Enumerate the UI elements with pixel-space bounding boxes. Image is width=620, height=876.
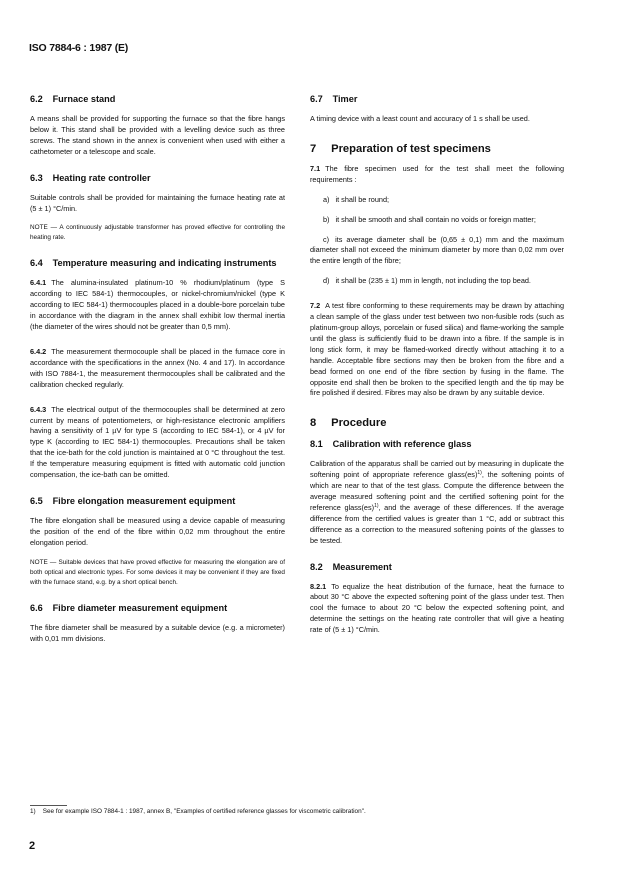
section-heading: 6.5 Fibre elongation measurement equipment <box>30 495 236 506</box>
footnote-ref[interactable]: 1) <box>477 470 482 477</box>
section-heading: 6.2 Furnace stand <box>30 94 116 104</box>
note: NOTE — A continuously adjustable transformer has proved effective for controlling the heating rate. <box>30 224 285 242</box>
list-item: b) it shall be smooth and shall contain no voids or foreign matter; <box>323 214 536 224</box>
paragraph-6-4-2: 6.4.2 The measurement thermocouple shall be placed in the furnace core in accordance with the specifications in the annex (No. 4 and 17). In accordance with ISO 7884-1, the measurement thermocouples shall be calibrated and the calibration checked regularly. <box>30 346 285 389</box>
section-6-7 <box>310 93 564 125</box>
section-heading: 8.2 Measurement <box>310 561 392 572</box>
document-id-header: ISO 7884-6 : 1987 (E) <box>29 42 129 54</box>
paragraph: A timing device with a least count and accuracy of 1 s shall be used. <box>310 114 530 123</box>
section-heading: 6.7 Timer <box>310 94 358 104</box>
section-8 <box>310 416 564 636</box>
list-item: a) it shall be round; <box>323 194 390 204</box>
list-item: c) its average diameter shall be (0,65 ± 0,1) mm and the maximum diameter shall not exceed the minimum diameter by more than 0,02 mm over the entire length of the fibre; <box>310 234 564 266</box>
section-7 <box>310 142 564 399</box>
footnote-ref[interactable]: 1) <box>374 502 379 509</box>
paragraph-8-2-1: 8.2.1 To equalize the heat distribution of the furnace, heat the furnace to about 30 °C above the expected softening point of the glass under test. Then cool the furnace to about 20 °C below the expected softening point, and determine the settings on the heating rate controller that will give a heating rate of (5 ± 1) °C/min. <box>310 581 564 635</box>
footnote-divider <box>30 805 67 806</box>
section-heading: 6.4 Temperature measuring and indicating instruments <box>30 258 277 269</box>
section-6-3 <box>30 172 285 244</box>
section-6-4 <box>30 257 285 481</box>
paragraph: A means shall be provided for supporting the furnace so that the fibre hangs below it. This stand shall be provided with a levelling device such as three screws. The stand shown in the annex is convenient when used with either a cathetometer or a telescope and scale. <box>30 114 285 156</box>
section-6-2 <box>30 93 285 158</box>
paragraph-8-1: Calibration of the apparatus shall be carried out by measuring in duplicate the softening point of appropriate reference glass(es)$^{1)}$, the softening points of which are near to that of the test glass. Compute the difference between the average measured softening point and the certified softening point for the reference glass(es)$^{1)}$, and the average of these differences. If the average difference from the certified values is greater than 1 °C, add or subtract this difference as a correction to the measured softening points of the glasses to be tested. <box>310 459 564 545</box>
section-heading: 6.6 Fibre diameter measurement equipment <box>30 602 228 613</box>
paragraph: The fibre elongation shall be measured using a device capable of measuring the position of the end of the fibre within 0,02 mm throughout the entire elongation period. <box>30 515 285 547</box>
clause-heading: 7 Preparation of test specimens <box>310 142 491 155</box>
section-heading: 8.1 Calibration with reference glass <box>310 439 472 450</box>
page-number: 2 <box>29 840 36 852</box>
paragraph-6-4-3: 6.4.3 The electrical output of the thermocouples shall be determined at zero current by means of potentiometers, or high-resistance electronic amplifiers having a sensitivity of 1 µV for type S (according to IEC 584-1), or 4 µV for type K (according to IEC 584-1) thermocouples. Precautions shall be taken that the ice-bath for the cold junction is maintained at 0 °C throughout the test. If the temperature measuring equipment is fitted with automatic cold junction compensation, the ice-bath can be omitted. <box>30 404 285 480</box>
footnote: 1) See for example ISO 7884-1 : 1987, annex B, ''Examples of certified reference glasses for viscometric calibration''. <box>30 808 366 815</box>
paragraph-6-4-1: 6.4.1 The alumina-insulated platinum-10 % rhodium/platinum (type S according to IEC 584-1) thermocouples, or nickel-chromium/nickel (type K according to IEC 584-1) thermocouples placed in a double-bore porcelain tube in accordance with the diagram in the annex shall exhibit low thermal inertia (the diameter of the wires should not be greater than 0,5 mm). <box>30 278 285 332</box>
right-column <box>310 93 564 636</box>
clause-heading: 8 Procedure <box>310 417 387 430</box>
section-6-5 <box>30 495 285 588</box>
paragraph: Suitable controls shall be provided for maintaining the furnace heating rate at (5 ± 1) °C/min. <box>30 192 285 213</box>
paragraph: The fibre diameter shall be measured by a suitable device (e.g. a micrometer) with 0,01 mm divisions. <box>30 622 285 643</box>
left-column <box>30 93 285 644</box>
section-heading: 6.3 Heating rate controller <box>30 172 151 183</box>
note: NOTE — Suitable devices that have proved effective for measuring the elongation are of both optical and electronic types. For some devices it may be convenient if they are fixed with the furnace stand, e.g. by a short optical bench. <box>30 558 285 586</box>
section-6-6 <box>30 602 285 645</box>
list-item: d) it shall be (235 ± 1) mm in length, not including the top bead. <box>323 276 531 286</box>
paragraph-7-2: 7.2 A test fibre conforming to these requirements may be drawn by attaching a clean sample of the glass under test between two non-fusible rods (such as platinum-group alloys, porcelain or fused silica) and flame-working the sample until the glass is sufficiently fluid to be drawn into a fibre. If the sample is in long stick form, it may be flamed-worked directly without attaching it to a handle. Acceptable fibre sections may then be broken from the fibre and a bead formed on one end of the fibre section by fusing in the flame. The opposite end shall then be broken to the specified length and the tip may be fire polished if desired. Fibres may also be drawn by any suitable device. <box>310 301 564 398</box>
paragraph-7-1: 7.1 The fibre specimen used for the test shall meet the following requirements : <box>310 163 564 184</box>
